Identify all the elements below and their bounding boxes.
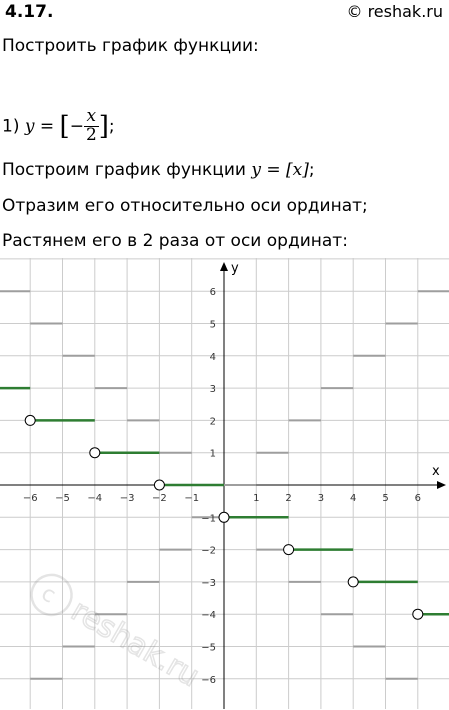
formula-prefix: 1) bbox=[2, 116, 25, 137]
x-tick-label: −4 bbox=[87, 493, 103, 504]
y-tick-label: −2 bbox=[201, 545, 216, 557]
formula-right-bracket: ] bbox=[98, 111, 109, 142]
step-1-end: ; bbox=[308, 160, 315, 180]
x-tick-label: 6 bbox=[414, 493, 421, 504]
watermark-text: reshak.ru bbox=[65, 593, 206, 695]
y-axis-label: y bbox=[231, 261, 239, 276]
x-tick-label: −2 bbox=[152, 493, 167, 504]
open-endpoint bbox=[284, 545, 294, 555]
open-endpoint bbox=[219, 512, 229, 522]
formula-left-bracket: [ bbox=[59, 111, 70, 142]
x-tick-label: 4 bbox=[350, 493, 357, 504]
x-axis-arrow bbox=[437, 481, 446, 489]
open-endpoint bbox=[90, 448, 100, 458]
step-2: Отразим его относительно оси ординат; bbox=[2, 196, 368, 216]
y-tick-label: 5 bbox=[209, 319, 216, 331]
step-1-math: y = [x] bbox=[251, 160, 309, 180]
x-tick-label: −1 bbox=[184, 493, 200, 504]
formula-minus: − bbox=[69, 116, 84, 137]
y-axis-arrow bbox=[220, 262, 228, 271]
problem-number: 4.17. bbox=[5, 2, 54, 22]
x-tick-label: 3 bbox=[317, 493, 325, 504]
formula-fraction bbox=[84, 108, 99, 145]
fraction-denominator: 2 bbox=[85, 124, 97, 145]
y-tick-label: 3 bbox=[209, 384, 216, 396]
open-endpoint bbox=[348, 577, 358, 587]
y-tick-label: 4 bbox=[209, 351, 216, 363]
function-graph bbox=[0, 258, 449, 709]
x-tick-label: −3 bbox=[119, 493, 135, 504]
formula-end: ; bbox=[108, 116, 115, 137]
site-credit: © reshak.ru bbox=[346, 2, 443, 21]
step-3: Растянем его в 2 раза от оси ординат: bbox=[2, 231, 348, 251]
y-tick-label: −6 bbox=[201, 674, 216, 686]
y-tick-label: 6 bbox=[209, 287, 216, 299]
formula-y: y bbox=[24, 116, 35, 137]
formula bbox=[2, 108, 115, 145]
task-title: Построить график функции: bbox=[2, 36, 259, 56]
fraction-numerator: x bbox=[84, 108, 99, 127]
x-tick-label: 5 bbox=[382, 493, 389, 504]
svg-text:c: c bbox=[36, 580, 60, 609]
x-tick-label: 2 bbox=[285, 493, 292, 504]
y-tick-label: −5 bbox=[201, 642, 216, 654]
x-tick-label: −6 bbox=[22, 493, 38, 504]
formula-eq: = bbox=[34, 116, 60, 137]
y-tick-label: −4 bbox=[201, 610, 216, 622]
step-1-text: Построим график функции bbox=[2, 160, 252, 180]
y-tick-label: −3 bbox=[201, 577, 216, 589]
x-tick-label: 1 bbox=[253, 493, 260, 504]
y-tick-label: 2 bbox=[209, 416, 216, 428]
x-axis-label: x bbox=[432, 464, 440, 479]
y-tick-label: −1 bbox=[201, 513, 216, 525]
open-endpoint bbox=[25, 415, 35, 425]
x-tick-label: −5 bbox=[55, 493, 70, 504]
open-endpoint bbox=[413, 609, 423, 619]
open-endpoint bbox=[154, 480, 164, 490]
step-1 bbox=[2, 160, 315, 180]
y-tick-label: 1 bbox=[209, 448, 216, 460]
